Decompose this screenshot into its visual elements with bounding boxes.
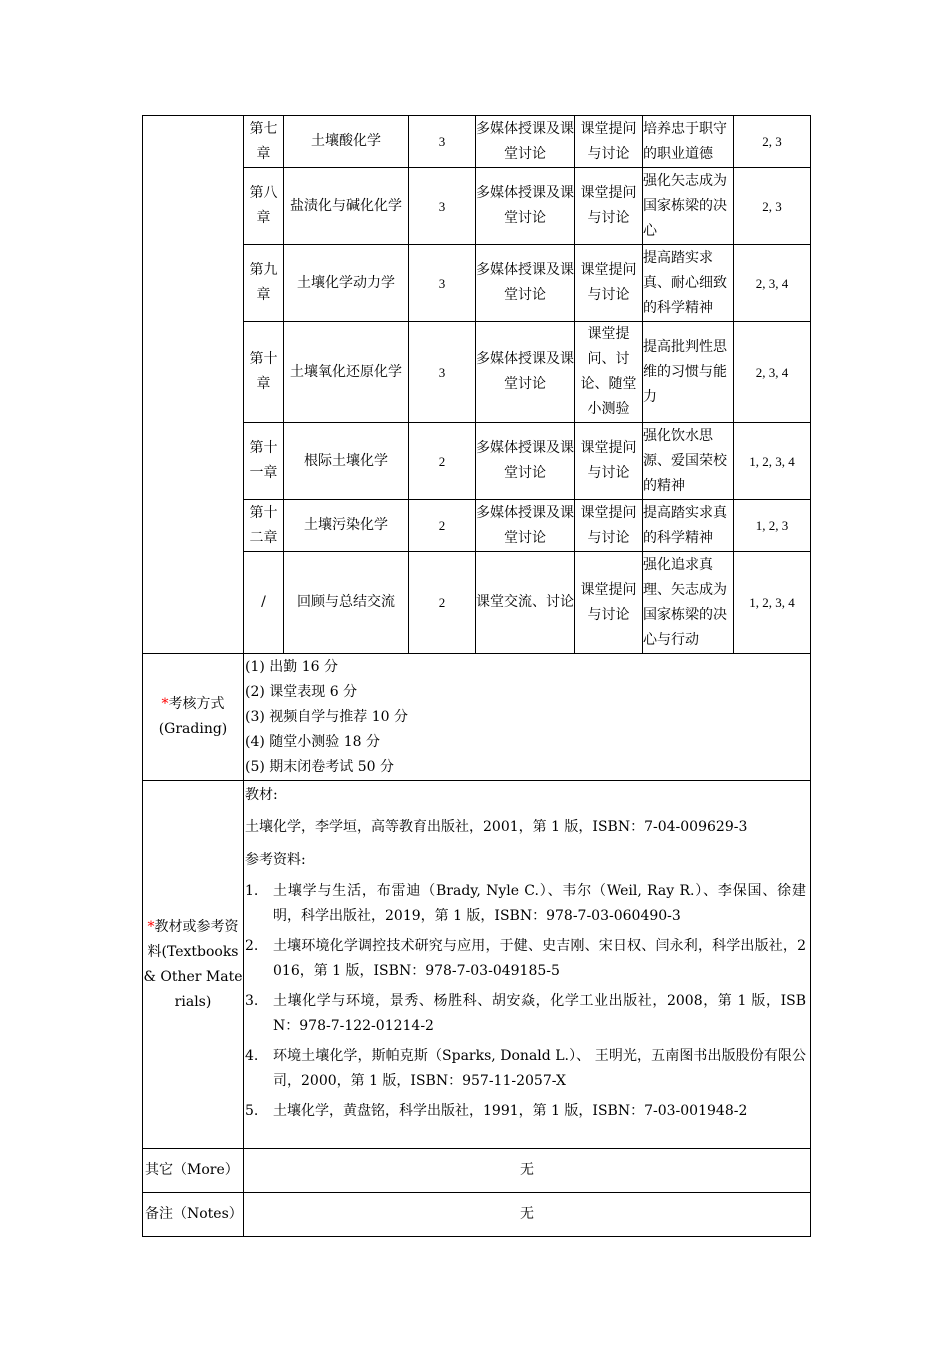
notes-value: 无	[244, 1193, 811, 1237]
reference-item	[244, 1099, 810, 1124]
assessment-method: 课堂提问与讨论	[575, 500, 643, 552]
chapter-title: 土壤化学动力学	[284, 245, 409, 322]
more-row	[143, 1149, 811, 1193]
course-objectives: 1, 2, 3	[734, 500, 811, 552]
assessment-method: 课堂提问与讨论	[575, 552, 643, 654]
reference-text: 土壤环境化学调控技术研究与应用，于健、史吉刚、宋日权、闫永利，科学出版社，2016，第 1 版，ISBN：978-7-03-049185-5	[273, 938, 806, 979]
chapter-hours: 2	[409, 552, 476, 654]
chapter-number: 第八章	[244, 168, 284, 245]
grading-items	[244, 654, 811, 781]
chapter-row	[143, 500, 811, 552]
chapter-row	[143, 116, 811, 168]
reference-text: 土壤学与生活，布雷迪（Brady, Nyle C.）、韦尔（Weil, Ray R.）、李保国、徐建明，科学出版社，2019，第 1 版，ISBN：978-7-03-060490-3	[273, 883, 806, 924]
course-objectives: 1, 2, 3, 4	[734, 552, 811, 654]
chapter-hours: 3	[409, 322, 476, 423]
assessment-method: 课堂提问与讨论	[575, 168, 643, 245]
reference-item	[244, 879, 810, 929]
teaching-method: 多媒体授课及课堂讨论	[476, 168, 575, 245]
course-syllabus-table	[142, 115, 811, 1237]
grading-label-text: 考核方式	[168, 696, 225, 712]
ideological-goal: 提高踏实求真、耐心细致的科学精神	[643, 245, 734, 322]
grading-item: (2) 课堂表现 6 分	[245, 683, 358, 700]
materials-label-en: (Textbooks & Other Materials)	[143, 943, 243, 1010]
reference-number: 3.	[245, 993, 259, 1009]
more-label: 其它（More）	[143, 1149, 244, 1193]
chapter-row	[143, 168, 811, 245]
course-objectives: 1, 2, 3, 4	[734, 423, 811, 500]
chapter-hours: 3	[409, 168, 476, 245]
reference-number: 2.	[245, 938, 259, 954]
teaching-method: 多媒体授课及课堂讨论	[476, 500, 575, 552]
course-objectives: 2, 3	[734, 168, 811, 245]
required-marker: *	[161, 696, 169, 712]
grading-label-en: (Grading)	[158, 721, 228, 737]
materials-label-text: 教材或参考资料	[147, 918, 239, 960]
course-objectives: 2, 3, 4	[734, 322, 811, 423]
chapter-number: 第十一章	[244, 423, 284, 500]
course-objectives: 2, 3	[734, 116, 811, 168]
teaching-method: 多媒体授课及课堂讨论	[476, 116, 575, 168]
materials-label	[143, 915, 243, 1015]
chapter-hours: 3	[409, 116, 476, 168]
reference-number: 1.	[245, 883, 259, 899]
reference-text: 土壤化学，黄盘铭，科学出版社，1991，第 1 版，ISBN：7-03-001948-2	[273, 1103, 748, 1119]
chapter-number: 第十章	[244, 322, 284, 423]
ideological-goal: 强化饮水思源、爱国荣校的精神	[643, 423, 734, 500]
assessment-method: 课堂提问与讨论	[575, 245, 643, 322]
assessment-method: 课堂提问与讨论	[575, 116, 643, 168]
chapter-row	[143, 423, 811, 500]
chapter-title: 土壤污染化学	[284, 500, 409, 552]
grading-item: (3) 视频自学与推荐 10 分	[245, 708, 408, 725]
chapter-title: 盐渍化与碱化化学	[284, 168, 409, 245]
teaching-method: 多媒体授课及课堂讨论	[476, 423, 575, 500]
teaching-method: 课堂交流、讨论	[476, 552, 575, 654]
materials-label-cell	[143, 781, 244, 1149]
chapter-row	[143, 552, 811, 654]
grading-item: (5) 期末闭卷考试 50 分	[245, 758, 394, 775]
course-objectives: 2, 3, 4	[734, 245, 811, 322]
grading-label	[143, 692, 243, 717]
textbook-entry: 土壤化学，李学垣，高等教育出版社，2001，第 1 版，ISBN：7-04-009629-3	[245, 819, 748, 835]
reference-item	[244, 989, 810, 1039]
ideological-goal: 提高批判性思维的习惯与能力	[643, 322, 734, 423]
textbook-heading: 教材:	[245, 787, 278, 803]
reference-item	[244, 1044, 810, 1094]
chapter-hours: 2	[409, 500, 476, 552]
chapter-number: 第七章	[244, 116, 284, 168]
reference-number: 5.	[245, 1103, 259, 1119]
assessment-method: 课堂提问、讨论、随堂小测验	[575, 322, 643, 423]
chapter-title: 根际土壤化学	[284, 423, 409, 500]
schedule-label-cell	[143, 116, 244, 654]
assessment-method: 课堂提问与讨论	[575, 423, 643, 500]
reference-text: 环境土壤化学，斯帕克斯（Sparks, Donald L.）、 王明光，五南图书出版股份有限公司，2000，第 1 版，ISBN：957-11-2057-X	[273, 1048, 806, 1089]
reference-item	[244, 934, 810, 984]
materials-row	[143, 781, 811, 1149]
chapter-row	[143, 245, 811, 322]
chapter-title: 土壤氧化还原化学	[284, 322, 409, 423]
chapter-hours: 3	[409, 245, 476, 322]
ideological-goal: 提高踏实求真的科学精神	[643, 500, 734, 552]
chapter-hours: 2	[409, 423, 476, 500]
ideological-goal: 培养忠于职守的职业道德	[643, 116, 734, 168]
grading-label-cell	[143, 654, 244, 781]
required-marker: *	[147, 918, 155, 935]
chapter-row	[143, 322, 811, 423]
ideological-goal: 强化追求真理、矢志成为国家栋梁的决心与行动	[643, 552, 734, 654]
notes-row	[143, 1193, 811, 1237]
chapter-title: 土壤酸化学	[284, 116, 409, 168]
grading-item: (4) 随堂小测验 18 分	[245, 733, 380, 750]
reference-text: 土壤化学与环境，景秀、杨胜科、胡安焱，化学工业出版社，2008，第 1 版，ISBN：978-7-122-01214-2	[273, 993, 806, 1034]
reference-number: 4.	[245, 1048, 259, 1064]
chapter-title: 回顾与总结交流	[284, 552, 409, 654]
teaching-method: 多媒体授课及课堂讨论	[476, 245, 575, 322]
ideological-goal: 强化矢志成为国家栋梁的决心	[643, 168, 734, 245]
grading-item: (1) 出勤 16 分	[245, 658, 338, 675]
chapter-number: 第九章	[244, 245, 284, 322]
chapter-number: 第十二章	[244, 500, 284, 552]
references-heading: 参考资料:	[245, 852, 306, 868]
chapter-number: /	[244, 552, 284, 654]
notes-label: 备注（Notes）	[143, 1193, 244, 1237]
materials-content	[244, 781, 811, 1149]
teaching-method: 多媒体授课及课堂讨论	[476, 322, 575, 423]
more-value: 无	[244, 1149, 811, 1193]
grading-row	[143, 654, 811, 781]
